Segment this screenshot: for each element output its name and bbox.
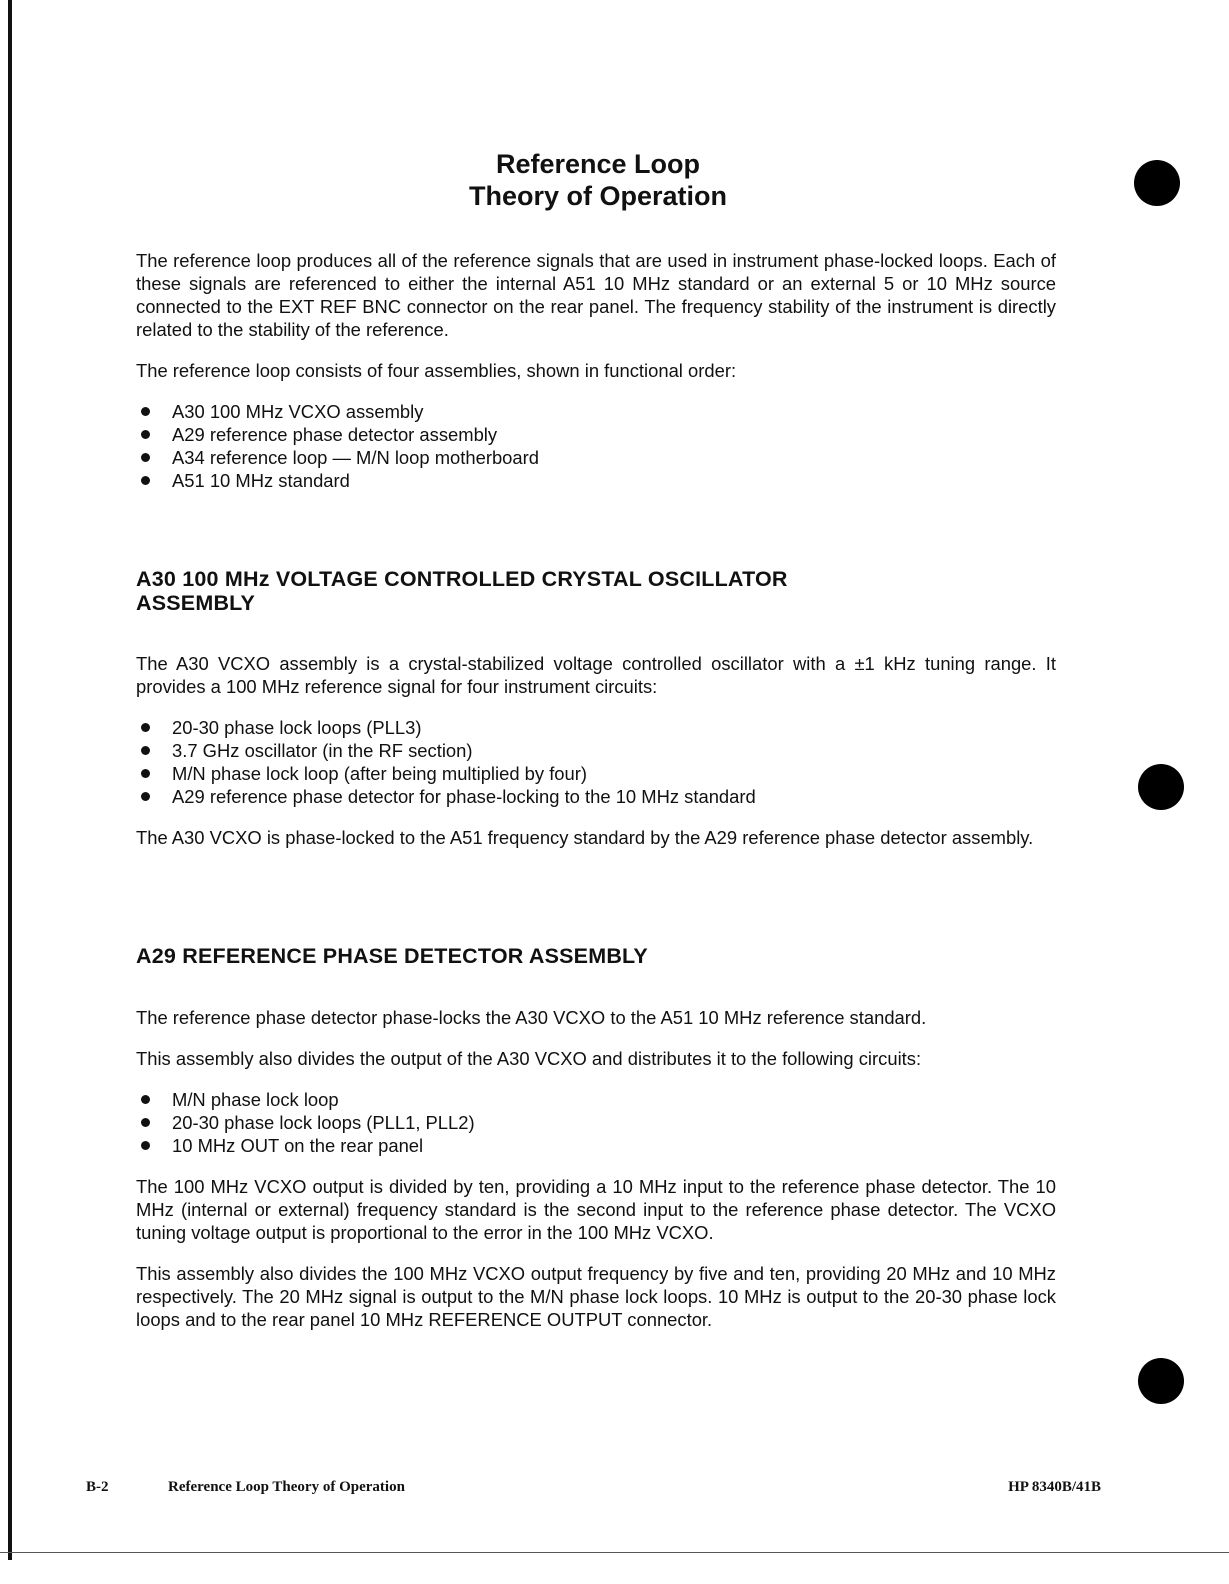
list-item: 20-30 phase lock loops (PLL1, PLL2) bbox=[136, 1111, 1056, 1134]
a30-section bbox=[136, 652, 1056, 849]
intro-paragraph-1: The reference loop produces all of the reference signals that are used in instrument phase-locked loops. Each of these signals are referenced to either the internal A51 10 MHz standard or an external 5 or 10 MHz source connected to the EXT REF BNC connector on the rear panel. The frequency stability of the instrument is directly related to the stability of the reference. bbox=[136, 250, 1056, 340]
footer-page-number: B-2 bbox=[86, 1479, 109, 1495]
bottom-margin-rule bbox=[0, 1552, 1229, 1553]
a29-output-list bbox=[136, 1088, 1056, 1157]
list-item: A30 100 MHz VCXO assembly bbox=[136, 400, 1056, 423]
binder-hole-middle bbox=[1138, 764, 1184, 810]
a30-paragraph-1: The A30 VCXO assembly is a crystal-stabilized voltage controlled oscillator with a ±1 kHz tuning range. It provides a 100 MHz reference signal for four instrument circuits: bbox=[136, 653, 1056, 697]
list-item: A34 reference loop — M/N loop motherboard bbox=[136, 446, 1056, 469]
a30-section-heading bbox=[136, 567, 1036, 615]
list-item: 20-30 phase lock loops (PLL3) bbox=[136, 716, 1056, 739]
a29-paragraph-1: The reference phase detector phase-locks the A30 VCXO to the A51 10 MHz reference standard. bbox=[136, 1007, 927, 1028]
page-title-line-2: Theory of Operation bbox=[468, 181, 728, 211]
binder-hole-bottom bbox=[1138, 1358, 1184, 1404]
a29-heading-line: A29 REFERENCE PHASE DETECTOR ASSEMBLY bbox=[136, 944, 648, 968]
page-title bbox=[0, 148, 1196, 212]
a29-paragraph-3: The 100 MHz VCXO output is divided by ten, providing a 10 MHz input to the reference phase detector. The 10 MHz (internal or external) frequency standard is the second input to the reference phase detector. The VCXO tuning voltage output is proportional to the error in the 100 MHz VCXO. bbox=[136, 1176, 1056, 1243]
a30-heading-line-1: A30 100 MHz VOLTAGE CONTROLLED CRYSTAL OSCILLATOR bbox=[136, 567, 788, 591]
list-item: A51 10 MHz standard bbox=[136, 469, 1056, 492]
list-item: A29 reference phase detector assembly bbox=[136, 423, 1056, 446]
a29-section-heading bbox=[136, 944, 1036, 968]
list-item: A29 reference phase detector for phase-locking to the 10 MHz standard bbox=[136, 785, 1056, 808]
a30-paragraph-2: The A30 VCXO is phase-locked to the A51 frequency standard by the A29 reference phase detector assembly. bbox=[136, 827, 1034, 848]
a29-section bbox=[136, 1006, 1056, 1331]
list-item: M/N phase lock loop bbox=[136, 1088, 1056, 1111]
a30-circuit-list bbox=[136, 716, 1056, 808]
intro-paragraph-2: The reference loop consists of four assemblies, shown in functional order: bbox=[136, 360, 737, 381]
footer-running-title: Reference Loop Theory of Operation bbox=[168, 1479, 405, 1495]
footer-model-number: HP 8340B/41B bbox=[1008, 1479, 1101, 1495]
list-item: M/N phase lock loop (after being multiplied by four) bbox=[136, 762, 1056, 785]
assembly-list bbox=[136, 400, 1056, 492]
list-item: 10 MHz OUT on the rear panel bbox=[136, 1134, 1056, 1157]
a30-heading-line-2: ASSEMBLY bbox=[136, 591, 256, 615]
list-item: 3.7 GHz oscillator (in the RF section) bbox=[136, 739, 1056, 762]
a29-paragraph-4: This assembly also divides the 100 MHz VCXO output frequency by five and ten, providing 20 MHz and 10 MHz respectively. The 20 MHz signal is output to the M/N phase lock loops. 10 MHz is output to the 20-30 phase lock loops and to the rear panel 10 MHz REFERENCE OUTPUT connector. bbox=[136, 1263, 1056, 1330]
page-title-line-1: Reference Loop bbox=[495, 149, 701, 179]
a29-paragraph-2: This assembly also divides the output of the A30 VCXO and distributes it to the following circuits: bbox=[136, 1048, 922, 1069]
left-margin-rule bbox=[8, 0, 12, 1560]
intro-section bbox=[136, 249, 1056, 492]
